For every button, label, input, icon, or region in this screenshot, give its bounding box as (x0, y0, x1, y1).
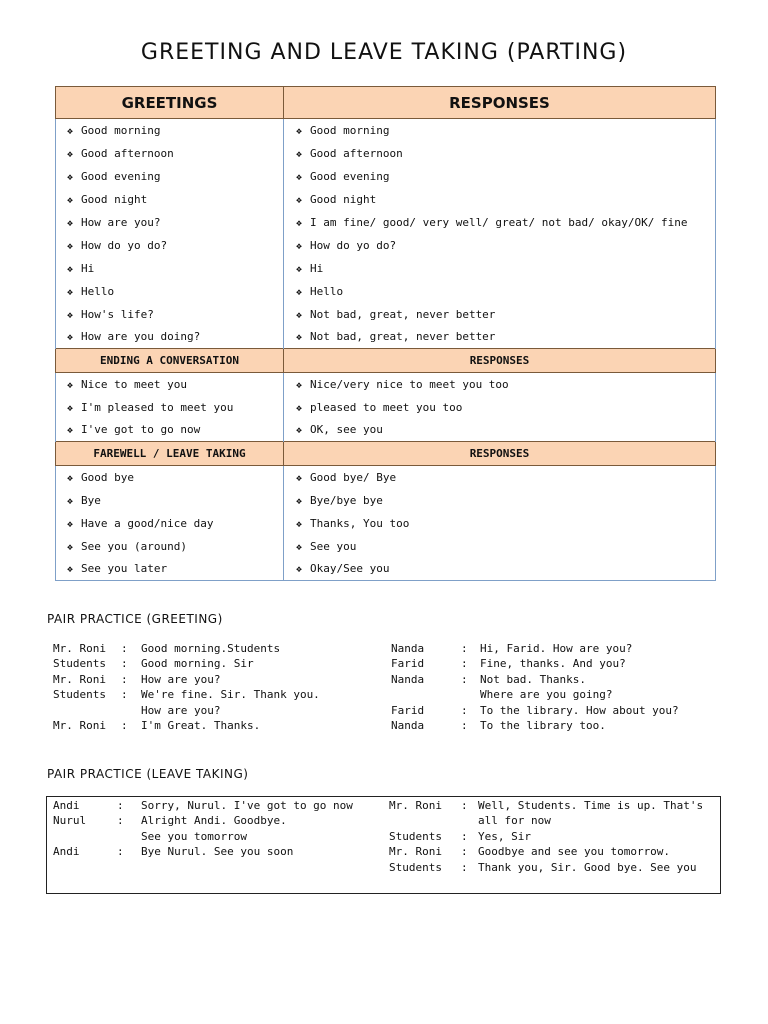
cell-text: Good morning (81, 123, 161, 137)
dialogue-text: Good morning.Students (141, 642, 281, 655)
diamond-bullet-icon: ❖ (66, 263, 74, 275)
diamond-bullet-icon: ❖ (66, 402, 74, 414)
response-cell (284, 558, 716, 581)
dialogue-line (53, 641, 373, 656)
response-cell (284, 326, 716, 349)
table-row (56, 119, 716, 142)
diamond-bullet-icon: ❖ (66, 309, 74, 321)
diamond-bullet-icon: ❖ (66, 518, 74, 530)
response-cell (284, 142, 716, 165)
colon: : (121, 657, 128, 671)
dialogue-text: Bye Nurul. See you soon (141, 845, 294, 859)
cell-text: Hello (81, 284, 115, 298)
pair-practice-leave-title: PAIR PRACTICE (LEAVE TAKING) (47, 767, 249, 781)
cell-text: Hello (310, 284, 344, 298)
phrase-cell (56, 558, 284, 581)
response-cell (284, 211, 716, 234)
colon: : (461, 672, 468, 686)
colon: : (121, 672, 128, 686)
diamond-bullet-icon: ❖ (66, 425, 74, 437)
dialogue-text: Hi, Farid. How are you? (480, 642, 633, 655)
table-row (56, 396, 716, 419)
diamond-bullet-icon: ❖ (66, 286, 74, 298)
dialogue-line (389, 860, 719, 875)
colon: : (461, 718, 468, 732)
response-cell (284, 165, 716, 188)
speaker-name: Nanda (391, 718, 425, 732)
dialogue-leave-right (389, 798, 719, 875)
phrase-cell (56, 373, 284, 396)
diamond-bullet-icon: ❖ (295, 379, 303, 391)
diamond-bullet-icon: ❖ (66, 332, 74, 344)
colon: : (461, 642, 468, 655)
phrase-cell (56, 165, 284, 188)
dialogue-text: I'm Great. Thanks. (141, 718, 261, 732)
phrase-cell (56, 535, 284, 558)
colon: : (117, 799, 124, 812)
pair-practice-greeting-title: PAIR PRACTICE (GREETING) (47, 612, 223, 626)
diamond-bullet-icon: ❖ (295, 171, 303, 183)
diamond-bullet-icon: ❖ (66, 148, 74, 160)
diamond-bullet-icon: ❖ (66, 217, 74, 229)
colon: : (121, 642, 128, 655)
diamond-bullet-icon: ❖ (295, 332, 303, 344)
diamond-bullet-icon: ❖ (295, 240, 303, 252)
cell-text: Hi (81, 261, 95, 275)
dialogue-text: Yes, Sir (478, 829, 531, 843)
dialogue-line (53, 656, 373, 671)
diamond-bullet-icon: ❖ (66, 495, 74, 507)
cell-text: See you (310, 539, 357, 553)
table-row (56, 142, 716, 165)
table-row (56, 211, 716, 234)
dialogue-text: Alright Andi. Goodbye. (141, 814, 287, 828)
table-row (56, 303, 716, 326)
phrase-cell (56, 466, 284, 489)
table-row (56, 188, 716, 211)
speaker-name: Nurul (53, 814, 87, 828)
speaker-name: Nanda (391, 672, 425, 686)
response-cell (284, 535, 716, 558)
cell-text: How do yo do? (310, 238, 397, 252)
speaker-name: Mr. Roni (53, 718, 106, 732)
dialogue-greeting-right (391, 641, 721, 733)
diamond-bullet-icon: ❖ (66, 194, 74, 206)
dialogue-line (53, 718, 373, 733)
response-cell (284, 257, 716, 280)
table-row (56, 234, 716, 257)
table-row (56, 373, 716, 396)
dialogue-line (389, 829, 719, 844)
speaker-name: Mr. Roni (389, 845, 442, 859)
phrase-cell (56, 119, 284, 142)
diamond-bullet-icon: ❖ (295, 286, 303, 298)
table-row (56, 280, 716, 303)
cell-text: Good evening (81, 169, 161, 183)
dialogue-line (391, 718, 721, 733)
header-right: RESPONSES (284, 349, 716, 373)
diamond-bullet-icon: ❖ (66, 171, 74, 183)
table-row (56, 512, 716, 535)
table-row (56, 419, 716, 442)
speaker-name: Mr. Roni (53, 642, 106, 655)
cell-text: Good afternoon (81, 146, 174, 160)
dialogue-line (53, 703, 373, 718)
colon: : (461, 845, 468, 859)
colon: : (117, 814, 124, 828)
diamond-bullet-icon: ❖ (66, 125, 74, 137)
response-cell (284, 419, 716, 442)
header-right: RESPONSES (284, 87, 716, 119)
phrase-cell (56, 512, 284, 535)
dialogue-line (389, 844, 719, 859)
table-header-row (56, 442, 716, 466)
header-left: GREETINGS (56, 87, 284, 119)
dialogue-line (391, 656, 721, 671)
dialogue-line (389, 813, 719, 828)
speaker-name: Nanda (391, 642, 425, 655)
speaker-name: Andi (53, 845, 80, 859)
dialogue-line (53, 829, 373, 844)
diamond-bullet-icon: ❖ (295, 217, 303, 229)
cell-text: Good evening (310, 169, 390, 183)
dialogue-line (53, 672, 373, 687)
cell-text: How are you doing? (81, 330, 201, 344)
dialogue-line (53, 687, 373, 702)
response-cell (284, 396, 716, 419)
header-right: RESPONSES (284, 442, 716, 466)
colon: : (121, 688, 128, 702)
cell-text: How are you? (81, 215, 161, 229)
header-left: ENDING A CONVERSATION (56, 349, 284, 373)
dialogue-line (391, 672, 721, 687)
table-header-row (56, 87, 716, 119)
cell-text: Bye/bye bye (310, 493, 383, 507)
dialogue-leave-left (53, 798, 373, 860)
diamond-bullet-icon: ❖ (295, 148, 303, 160)
dialogue-line (53, 798, 373, 813)
speaker-name: Farid (391, 657, 425, 671)
cell-text: I've got to go now (81, 423, 201, 437)
speaker-name: Farid (391, 703, 425, 717)
phrase-cell (56, 396, 284, 419)
cell-text: Nice/very nice to meet you too (310, 377, 509, 391)
phrase-cell (56, 211, 284, 234)
colon: : (461, 860, 468, 874)
response-cell (284, 303, 716, 326)
speaker-name: Students (389, 829, 442, 843)
dialogue-text: Sorry, Nurul. I've got to go now (141, 799, 353, 812)
cell-text: Good afternoon (310, 146, 403, 160)
phrase-cell (56, 303, 284, 326)
table-row (56, 257, 716, 280)
speaker-name: Mr. Roni (53, 672, 106, 686)
dialogue-line (391, 641, 721, 656)
greeting-table (55, 86, 716, 581)
cell-text: Good night (310, 192, 377, 206)
cell-text: Okay/See you (310, 562, 390, 576)
cell-text: Nice to meet you (81, 377, 187, 391)
diamond-bullet-icon: ❖ (295, 402, 303, 414)
diamond-bullet-icon: ❖ (295, 495, 303, 507)
cell-text: OK, see you (310, 423, 383, 437)
dialogue-text: Goodbye and see you tomorrow. (478, 845, 671, 859)
dialogue-text: How are you? (141, 672, 221, 686)
diamond-bullet-icon: ❖ (295, 472, 303, 484)
dialogue-text: all for now (478, 814, 551, 828)
response-cell (284, 466, 716, 489)
phrase-cell (56, 142, 284, 165)
dialogue-text: How are you? (141, 703, 221, 717)
cell-text: I am fine/ good/ very well/ great/ not bad/ okay/OK/ fine (310, 215, 688, 229)
dialogue-greeting-left (53, 641, 373, 733)
cell-text: pleased to meet you too (310, 400, 463, 414)
response-cell (284, 234, 716, 257)
cell-text: Thanks, You too (310, 516, 410, 530)
table-row (56, 535, 716, 558)
dialogue-text: Good morning. Sir (141, 657, 254, 671)
speaker-name: Students (389, 860, 442, 874)
cell-text: How do yo do? (81, 238, 168, 252)
table-row (56, 466, 716, 489)
response-cell (284, 188, 716, 211)
phrase-cell (56, 234, 284, 257)
table-row (56, 489, 716, 512)
diamond-bullet-icon: ❖ (66, 379, 74, 391)
cell-text: Not bad, great, never better (310, 307, 496, 321)
colon: : (461, 799, 468, 812)
dialogue-text: To the library too. (480, 718, 606, 732)
dialogue-text: We're fine. Sir. Thank you. (141, 688, 320, 702)
dialogue-text: Where are you going? (480, 688, 613, 702)
diamond-bullet-icon: ❖ (66, 564, 74, 576)
dialogue-line (391, 703, 721, 718)
cell-text: Have a good/nice day (81, 516, 214, 530)
response-cell (284, 489, 716, 512)
phrase-cell (56, 489, 284, 512)
diamond-bullet-icon: ❖ (295, 125, 303, 137)
diamond-bullet-icon: ❖ (295, 425, 303, 437)
diamond-bullet-icon: ❖ (295, 263, 303, 275)
diamond-bullet-icon: ❖ (295, 541, 303, 553)
colon: : (461, 703, 468, 717)
speaker-name: Students (53, 688, 106, 702)
cell-text: See you later (81, 562, 168, 576)
diamond-bullet-icon: ❖ (295, 194, 303, 206)
header-left: FAREWELL / LEAVE TAKING (56, 442, 284, 466)
response-cell (284, 119, 716, 142)
diamond-bullet-icon: ❖ (295, 564, 303, 576)
cell-text: Bye (81, 493, 101, 507)
dialogue-text: Thank you, Sir. Good bye. See you (478, 860, 697, 874)
response-cell (284, 373, 716, 396)
diamond-bullet-icon: ❖ (295, 518, 303, 530)
table-row (56, 326, 716, 349)
dialogue-line (389, 798, 719, 813)
cell-text: Not bad, great, never better (310, 330, 496, 344)
speaker-name: Andi (53, 799, 80, 812)
cell-text: Good night (81, 192, 148, 206)
page-title: GREETING AND LEAVE TAKING (PARTING) (140, 40, 628, 65)
dialogue-text: Not bad. Thanks. (480, 672, 586, 686)
diamond-bullet-icon: ❖ (66, 541, 74, 553)
diamond-bullet-icon: ❖ (295, 309, 303, 321)
response-cell (284, 280, 716, 303)
cell-text: I'm pleased to meet you (81, 400, 234, 414)
cell-text: How's life? (81, 307, 154, 321)
phrase-cell (56, 188, 284, 211)
phrase-cell (56, 326, 284, 349)
dialogue-line (53, 844, 373, 859)
cell-text: Good bye/ Bye (310, 470, 397, 484)
phrase-cell (56, 419, 284, 442)
speaker-name: Mr. Roni (389, 799, 442, 812)
speaker-name: Students (53, 657, 106, 671)
phrase-cell (56, 257, 284, 280)
table-row (56, 165, 716, 188)
response-cell (284, 512, 716, 535)
table-row (56, 558, 716, 581)
diamond-bullet-icon: ❖ (66, 472, 74, 484)
colon: : (461, 657, 468, 671)
diamond-bullet-icon: ❖ (66, 240, 74, 252)
phrase-cell (56, 280, 284, 303)
dialogue-line (53, 813, 373, 828)
table-header-row (56, 349, 716, 373)
dialogue-text: Well, Students. Time is up. That's (478, 799, 704, 812)
colon: : (461, 829, 468, 843)
colon: : (117, 845, 124, 859)
cell-text: Good morning (310, 123, 390, 137)
dialogue-text: Fine, thanks. And you? (480, 657, 626, 671)
cell-text: Hi (310, 261, 324, 275)
dialogue-line (391, 687, 721, 702)
colon: : (121, 718, 128, 732)
dialogue-text: See you tomorrow (141, 829, 247, 843)
cell-text: Good bye (81, 470, 134, 484)
cell-text: See you (around) (81, 539, 187, 553)
dialogue-text: To the library. How about you? (480, 703, 679, 717)
